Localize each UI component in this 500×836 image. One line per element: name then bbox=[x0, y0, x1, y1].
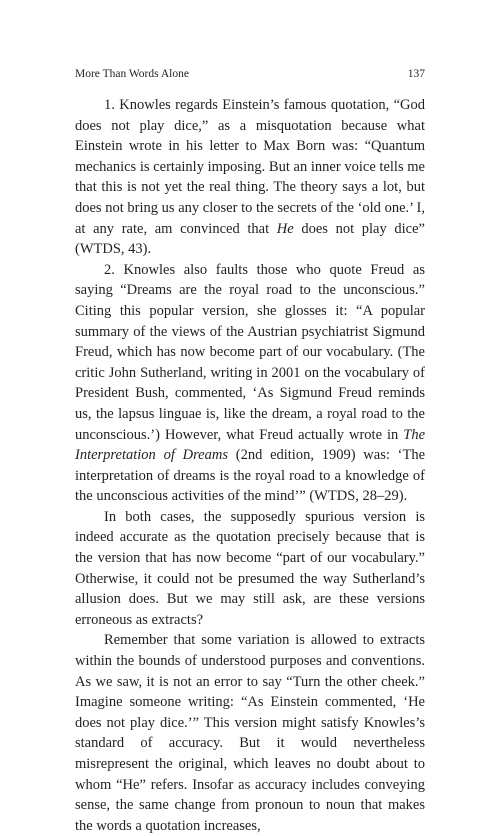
running-head bbox=[75, 66, 425, 82]
paragraph bbox=[75, 630, 425, 836]
text-segment: In both cases, the supposedly spurious version is indeed accurate as the quotation precisely because that is the version that has now become “part of our vocabulary.” Otherwise, it could not be presumed the way Sutherland’s allusion does. But we may still ask, are these versions erroneous as extracts? bbox=[75, 508, 425, 628]
paragraph bbox=[75, 507, 425, 631]
italic-text-segment: He bbox=[276, 220, 294, 237]
paragraph bbox=[75, 260, 425, 507]
text-segment: Remember that some variation is allowed to extracts within the bounds of understood purposes and conventions. As we saw, it is not an error to say “Turn the other cheek.” Imagine someone writing: “As Einstein commented, ‘He does not play dice.’” This version might satisfy Knowles’s standard of accuracy. But it would nevertheless misrepresent the original, which leaves no doubt about to whom “He” refers. Insofar as accuracy includes conveying sense, the same change from pronoun to noun that makes the words a quotation increases, bbox=[75, 632, 425, 834]
page-number: 137 bbox=[407, 68, 425, 80]
paragraph bbox=[75, 95, 425, 260]
text-segment: (2nd edition, 1909) was: ‘The interpretation of dreams is the royal road to a knowledge of the unconscious activities of the mind’” (WTDS, 28–29). bbox=[75, 447, 425, 505]
text-segment: 1. Knowles regards Einstein’s famous quotation, “God does not play dice,” as a misquotation because what Einstein wrote in his letter to Max Born was: “Quantum mechanics is certainly imposing. But an inner voice tells me that this is not yet the real thing. The theory says a lot, but does not bring us any closer to the secrets of the ‘old one.’ I, at any rate, am convinced that bbox=[75, 97, 425, 237]
text-segment: 2. Knowles also faults those who quote Freud as saying “Dreams are the royal road to the unconscious.” Citing this popular version, she glosses it: “A popular summary of the views of the Austrian psychiatrist Sigmund Freud, which has now become part of our vocabulary. (The critic John Sutherland, writing in 2001 on the vocabulary of President Bush, commented, ‘As Sigmund Freud reminds us, the lapsus linguae is, like the dream, a royal road to the unconscious.’) However, what Freud actually wrote in bbox=[75, 261, 425, 443]
italic-text-segment: The Interpretation of Dreams bbox=[75, 426, 425, 464]
text-segment: does not play dice” (WTDS, 43). bbox=[75, 220, 425, 258]
body-text bbox=[75, 95, 425, 836]
running-head-title: More Than Words Alone bbox=[75, 68, 189, 80]
